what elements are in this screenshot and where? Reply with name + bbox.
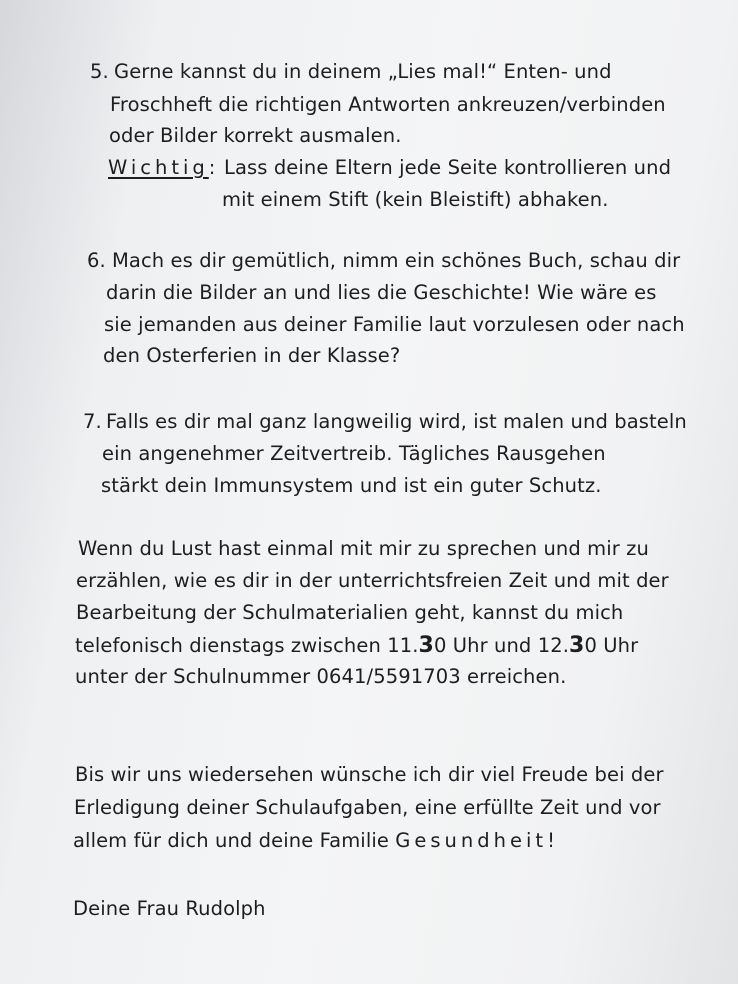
item-5-line-2: Froschheft die richtigen Antworten ankreuzen/verbinden [110, 93, 666, 116]
item-6-line-2: darin die Bilder an und lies die Geschichte! Wie wäre es [106, 281, 657, 304]
item-5-important-row [108, 156, 215, 180]
item-7-line-1: Falls es dir mal ganz langweilig wird, ist malen und basteln [106, 410, 687, 433]
item-5-line-1: Gerne kannst du in deinem „Lies mal!“ Enten- und [114, 60, 612, 83]
signature: Deine Frau Rudolph [73, 897, 266, 920]
item-7-number: 7. [83, 410, 102, 433]
closing-health-word: Gesundheit [395, 829, 548, 852]
item-6-line-3: sie jemanden aus deiner Familie laut vorzulesen oder nach [104, 313, 685, 336]
contact-line-4-part-c: 0 Uhr und 12. [433, 634, 570, 657]
contact-line-2: erzählen, wie es dir in der unterrichtsfreien Zeit und mit der [76, 569, 669, 592]
contact-line-4-part-a: telefonisch dienstags zwischen 11. [75, 634, 419, 657]
important-colon: : [208, 156, 216, 179]
contact-line-5: unter der Schulnummer 0641/5591703 erreichen. [75, 665, 567, 688]
contact-line-4-part-e: 0 Uhr [584, 634, 639, 657]
handwritten-correction-2: 3 [569, 633, 585, 658]
important-label: Wichtig [108, 156, 209, 179]
item-5-line-4: Lass deine Eltern jede Seite kontrollieren und [224, 156, 672, 179]
closing-line-3 [73, 829, 555, 853]
contact-line-3: Bearbeitung der Schulmaterialien geht, kannst du mich [76, 601, 624, 624]
closing-line-2: Erledigung deiner Schulaufgaben, eine erfüllte Zeit und vor [74, 796, 661, 819]
item-7-line-3: stärkt dein Immunsystem und ist ein guter Schutz. [101, 474, 602, 497]
item-5-line-3: oder Bilder korrekt ausmalen. [109, 124, 402, 147]
item-5-line-5: mit einem Stift (kein Bleistift) abhaken. [222, 188, 609, 211]
item-6-line-4: den Osterferien in der Klasse? [103, 344, 401, 367]
item-7-line-2: ein angenehmer Zeitvertreib. Tägliches Rausgehen [102, 442, 606, 465]
item-6-line-1: Mach es dir gemütlich, nimm ein schönes Buch, schau dir [112, 249, 681, 272]
closing-line-3-part-c: ! [547, 829, 555, 852]
item-5-number: 5. [90, 60, 109, 83]
item-6-number: 6. [87, 249, 106, 272]
handwritten-correction-1: 3 [418, 633, 434, 658]
contact-line-1: Wenn du Lust hast einmal mit mir zu sprechen und mir zu [78, 537, 649, 560]
contact-line-4 [75, 634, 638, 658]
closing-line-3-part-a: allem für dich und deine Familie [73, 829, 396, 852]
closing-line-1: Bis wir uns wiedersehen wünsche ich dir viel Freude bei der [75, 763, 664, 786]
